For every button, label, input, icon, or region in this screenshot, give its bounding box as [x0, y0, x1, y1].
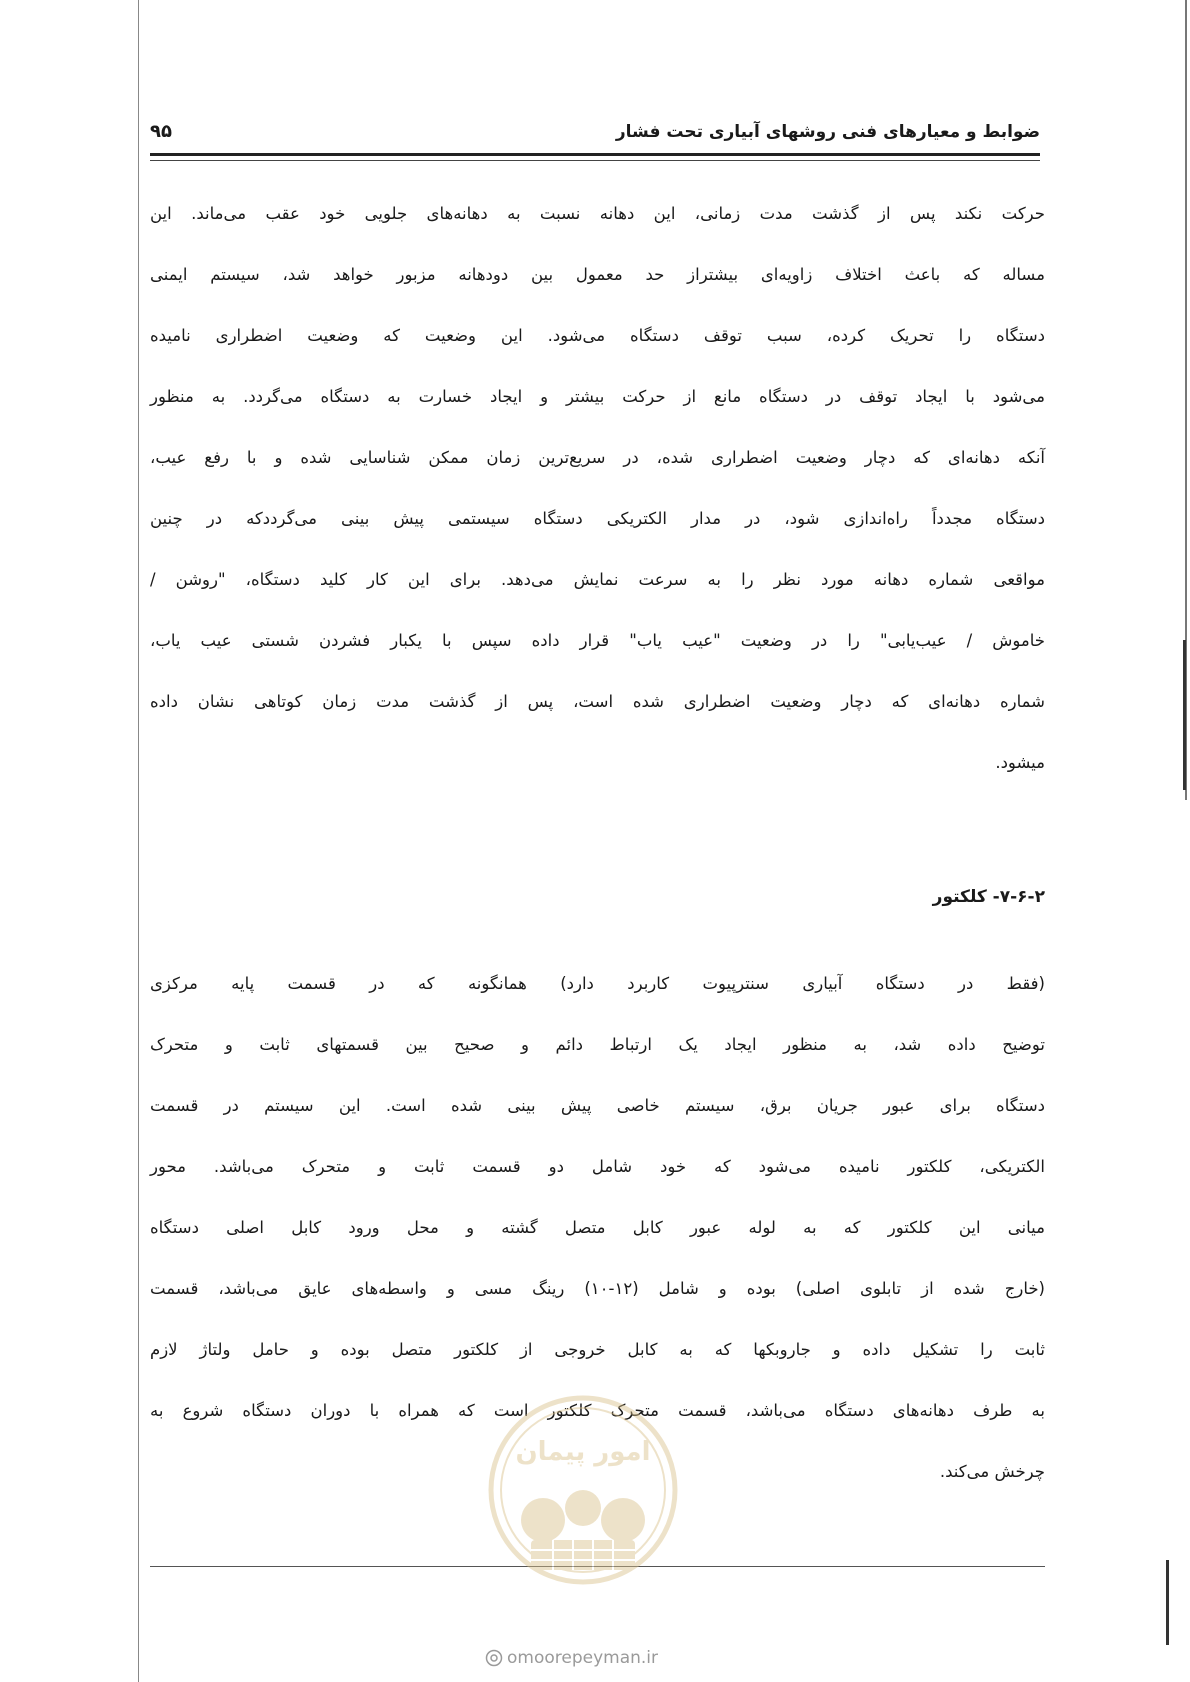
text-line: شماره دهانه‌ای که دچار وضعیت اضطراری شده است، پس از گذشت مدت زمان کوتاهی نشان داده: [150, 692, 1045, 711]
text-line: حرکت نکند پس از گذشت مدت زمانی، این دهانه نسبت به دهانه‌های جلویی خود عقب می‌ماند. این: [150, 204, 1045, 223]
text-line: می‌شود با ایجاد توقف در دستگاه مانع از حرکت بیشتر و ایجاد خسارت به دستگاه می‌گردد. به منظور: [150, 387, 1045, 406]
text-line: دستگاه را تحریک کرده، سبب توقف دستگاه می‌شود. این وضعیت که وضعیت اضطراری نامیده: [150, 326, 1045, 345]
text-line: مواقعی شماره دهانه مورد نظر را به سرعت نمایش می‌دهد. برای این کار کلید دستگاه، "روشن /: [150, 570, 1045, 589]
text-line: چرخش می‌کند.: [939, 1462, 1045, 1481]
text-line: میشود.: [995, 753, 1045, 772]
header-rule: [150, 153, 1040, 156]
at-sign-icon: [485, 1649, 503, 1667]
text-line: دستگاه مجدداً راه‌اندازی شود، در مدار الکتریکی دستگاه سیستمی پیش بینی می‌گرددکه در چنین: [150, 509, 1045, 528]
text-line: ثابت را تشکیل داده و جاروبکها که به کابل خروجی از کلکتور متصل بوده و حامل ولتاژ لازم: [150, 1340, 1045, 1359]
watermark-seal: [483, 1390, 683, 1590]
text-line: به طرف دهانه‌های دستگاه می‌باشد، قسمت متحرک کلکتور است که همراه با دوران دستگاه شروع به: [150, 1401, 1045, 1420]
text-line: (فقط در دستگاه آبیاری سنترپیوت کاربرد دارد) همانگونه که در قسمت پایه مرکزی: [150, 974, 1045, 993]
text-line: مساله که باعث اختلاف زاویه‌ای بیشتراز حد معمول بین دودهانه مزبور خواهد شد، سیستم ایمنی: [150, 265, 1045, 284]
body-paragraph-1: [150, 183, 1045, 793]
text-line: میانی این کلکتور که به لوله عبور کابل متصل گشته و محل ورود کابل اصلی دستگاه: [150, 1218, 1045, 1237]
text-line: دستگاه برای عبور جریان برق، سیستم خاصی پیش بینی شده است. این سیستم در قسمت: [150, 1096, 1045, 1115]
text-line: (خارج شده از تابلوی اصلی) بوده و شامل (۱۲-۱۰) رینگ مسی و واسطه‌های عایق می‌باشد، قسمت: [150, 1279, 1045, 1298]
text-line: آنکه دهانه‌ای که دچار وضعیت اضطراری شده، در سریع‌ترین زمان ممکن شناسایی شده و با رفع عیب،: [150, 448, 1045, 467]
watermark-url: [485, 1648, 658, 1668]
watermark-url-text: omoorepeyman.ir: [507, 1648, 659, 1668]
scan-edge-line-left: [138, 0, 139, 1682]
running-title: ضوابط و معیارهای فنی روشهای آبیاری تحت فشار: [615, 122, 1040, 142]
watermark-seal-text: امور پیمان: [515, 1437, 651, 1467]
page-header: [150, 112, 1040, 142]
scan-edge-mark-bottom-right: [1166, 1560, 1169, 1645]
text-line: توضیح داده شد، به منظور ایجاد یک ارتباط دائم و صحیح بین قسمتهای ثابت و متحرک: [150, 1035, 1045, 1054]
page-number: ۹۵: [150, 121, 172, 142]
scan-edge-mark-right: [1183, 640, 1186, 790]
text-line: خاموش / عیب‌یابی" را در وضعیت "عیب یاب" قرار داده سپس با یکبار فشردن شستی عیب یاب،: [150, 631, 1045, 650]
header-rule-thin: [150, 160, 1040, 161]
section-heading: ۷-۶-۲- کلکتور: [932, 887, 1045, 907]
text-line: الکتریکی، کلکتور نامیده می‌شود که خود شامل دو قسمت ثابت و متحرک می‌باشد. محور: [150, 1157, 1045, 1176]
